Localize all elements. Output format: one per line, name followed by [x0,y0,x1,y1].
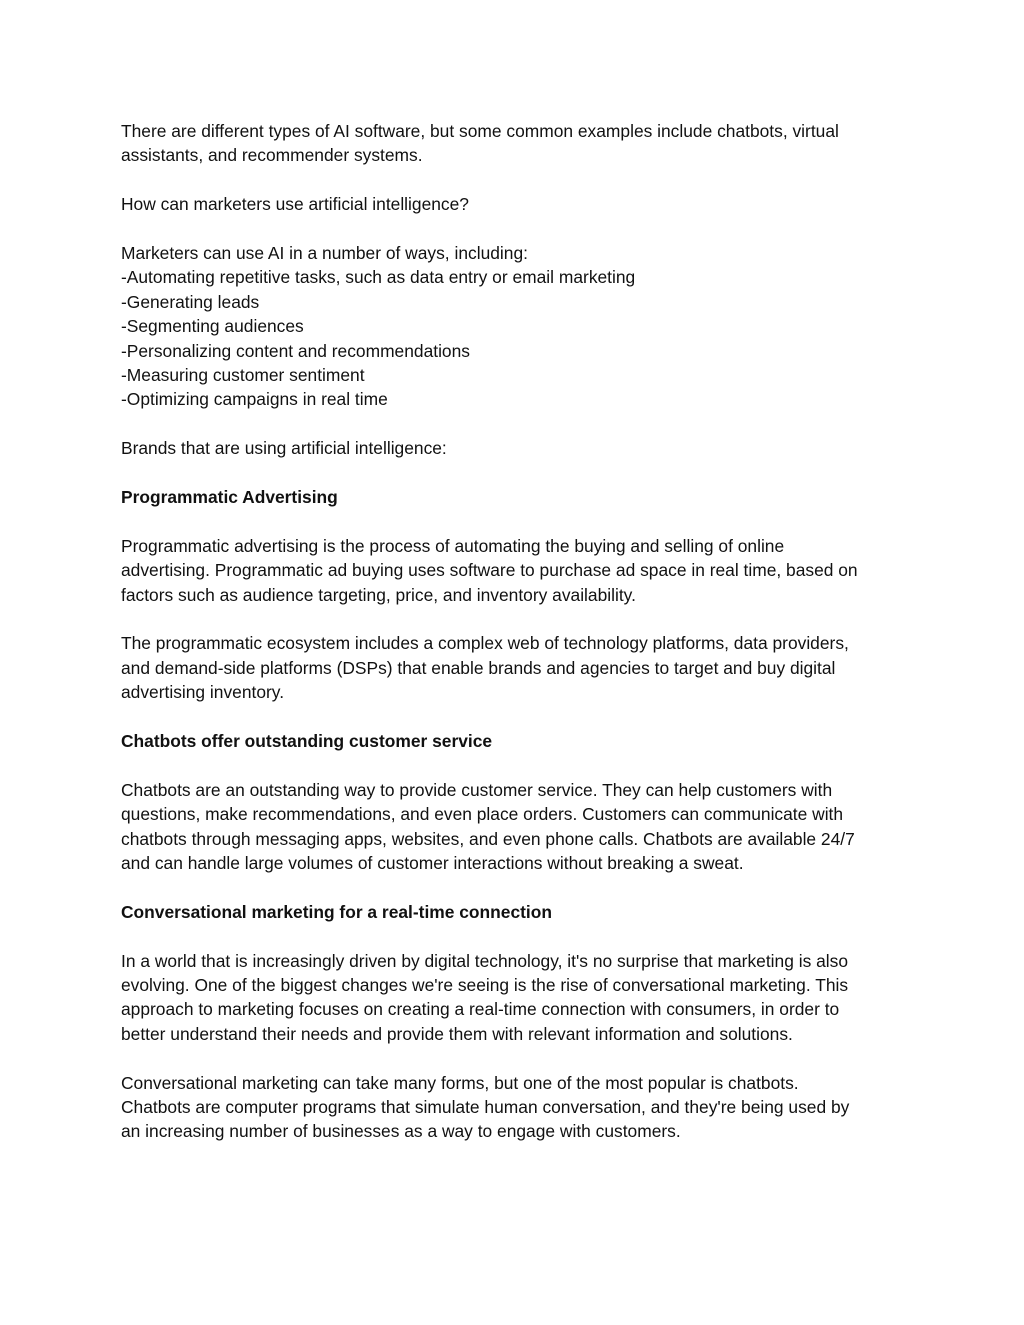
list-item: -Personalizing content and recommendations [121,340,470,361]
text-line: and demand-side platforms (DSPs) that enable brands and agencies to target and buy digital [121,657,836,678]
section-heading-programmatic [121,485,911,509]
text-line: How can marketers use artificial intelligence? [121,194,469,215]
text-line: Chatbots are an outstanding way to provide customer service. They can help customers with [121,779,833,800]
list-item: -Generating leads [121,291,260,312]
text-line: chatbots through messaging apps, websites, and even phone calls. Chatbots are available 24/7 [121,828,855,849]
section-heading-chatbots [121,729,911,753]
section-heading-conversational [121,900,911,924]
text-line: better understand their needs and provide them with relevant information and solutions. [121,1023,793,1044]
list-item: -Automating repetitive tasks, such as data entry or email marketing [121,267,636,288]
list-lead: Marketers can use AI in a number of ways, including: [121,243,528,263]
text-line: Programmatic advertising is the process of automating the buying and selling of online [121,535,785,556]
text-line: In a world that is increasingly driven by digital technology, it's no surprise that marketing is also [121,950,848,971]
text-line: an increasing number of businesses as a way to engage with customers. [121,1121,681,1142]
heading-text: Conversational marketing for a real-time connection [121,901,553,922]
list-item: -Measuring customer sentiment [121,365,365,386]
text-line: Brands that are using artificial intelligence: [121,438,447,459]
heading-text: Programmatic Advertising [121,487,338,508]
uses-list [121,241,911,412]
programmatic-paragraph-2 [121,631,911,704]
list-item: -Optimizing campaigns in real time [121,389,388,410]
conversational-paragraph-2 [121,1071,911,1144]
text-line: Chatbots are computer programs that simulate human conversation, and they're being used by [121,1097,850,1118]
text-line: and can handle large volumes of customer interactions without breaking a sweat. [121,853,744,874]
text-line: approach to marketing focuses on creating a real-time connection with consumers, in order to [121,999,840,1020]
heading-text: Chatbots offer outstanding customer service [121,731,493,752]
text-line: advertising. Programmatic ad buying uses software to purchase ad space in real time, based on [121,560,858,581]
conversational-paragraph-1 [121,949,911,1047]
text-line: advertising inventory. [121,682,285,703]
text-line: questions, make recommendations, and even place orders. Customers can communicate with [121,804,844,825]
text-line: Conversational marketing can take many forms, but one of the most popular is chatbots. [121,1072,799,1093]
intro-paragraph [121,119,911,168]
brands-intro [121,436,911,460]
text-line: assistants, and recommender systems. [121,145,423,166]
question-paragraph [121,192,911,216]
list-item: -Segmenting audiences [121,316,304,337]
text-line: The programmatic ecosystem includes a complex web of technology platforms, data providers, [121,633,849,654]
programmatic-paragraph-1 [121,534,911,607]
chatbots-paragraph [121,778,911,876]
text-line: There are different types of AI software, but some common examples include chatbots, virtual [121,121,839,141]
document-page [121,119,911,1168]
text-line: factors such as audience targeting, price, and inventory availability. [121,584,636,605]
text-line: evolving. One of the biggest changes we're seeing is the rise of conversational marketing. This [121,975,849,996]
